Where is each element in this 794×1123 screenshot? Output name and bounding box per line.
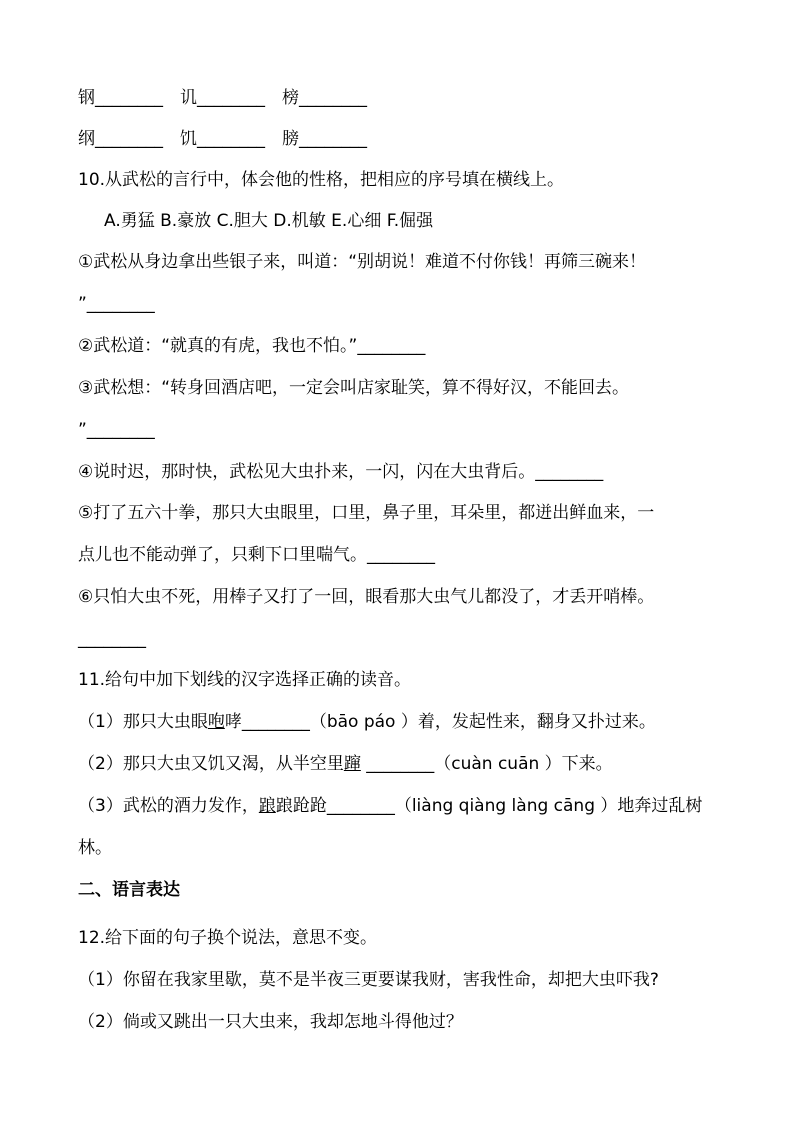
q12-sentence-2: （2）倘或又跳出一只大虫来，我却怎地斗得他过？: [78, 1012, 463, 1032]
q10-item6-blank: ________: [78, 629, 146, 649]
q11-title: 11.给句中加下划线的汉字选择正确的读音。: [78, 670, 412, 690]
q12-sentence-1: （1）你留在我家里歇，莫不是半夜三更要谋我财，害我性命，却把大虫吓我?: [78, 970, 659, 990]
q10-item4: ④说时迟，那时快，武松见大虫扑来，一闪，闪在大虫背后。________: [78, 462, 604, 482]
q12-title: 12.给下面的句子换个说法，意思不变。: [78, 928, 378, 948]
q11-sentence-1: （1）那只大虫眼咆哮________（bāo páo ）着，发起性来，翻身又扑过来。: [78, 712, 656, 732]
q10-item2: ②武松道：“就真的有虎，我也不怕。”________: [78, 336, 426, 356]
q10-item6: ⑥只怕大虫不死，用棒子又打了一回，眼看那大虫气儿都没了，才丢开哨棒。: [78, 587, 655, 607]
q10-item3: ③武松想：“转身回酒店吧，一定会叫店家耻笑，算不得好汉，不能回去。: [78, 378, 630, 398]
q10-title: 10.从武松的言行中，体会他的性格，把相应的序号填在横线上。: [78, 170, 565, 190]
word-row-2: 纲________ 饥________ 膀________: [78, 129, 367, 149]
q10-item3-blank: ”________: [78, 420, 155, 440]
q10-item5: ⑤打了五六十拳，那只大虫眼里，口里，鼻子里，耳朵里，都迸出鲜血来，一: [78, 503, 655, 523]
section-heading: 二、语言表达: [78, 880, 180, 900]
q11-sentence-3: （3）武松的酒力发作，踉踉跄跄________（liàng qiàng làng cāng ）地奔过乱树: [78, 796, 703, 816]
q10-item1-blank: ”________: [78, 294, 155, 314]
q10-options: A.勇猛 B.豪放 C.胆大 D.机敏 E.心细 F.倔强: [104, 211, 434, 231]
word-row-1: 钢________ 讥________ 榜________: [78, 88, 367, 108]
q11-sentence-3-cont: 林。: [78, 838, 112, 858]
q11-sentence-2: （2）那只大虫又饥又渴，从半空里蹿 ________（cuàn cuān ）下来。: [78, 754, 613, 774]
q10-item5-cont: 点儿也不能动弹了，只剩下口里喘气。________: [78, 545, 435, 565]
q10-item1: ①武松从身边拿出些银子来，叫道：“别胡说！难道不付你钱！再筛三碗来！: [78, 252, 647, 272]
